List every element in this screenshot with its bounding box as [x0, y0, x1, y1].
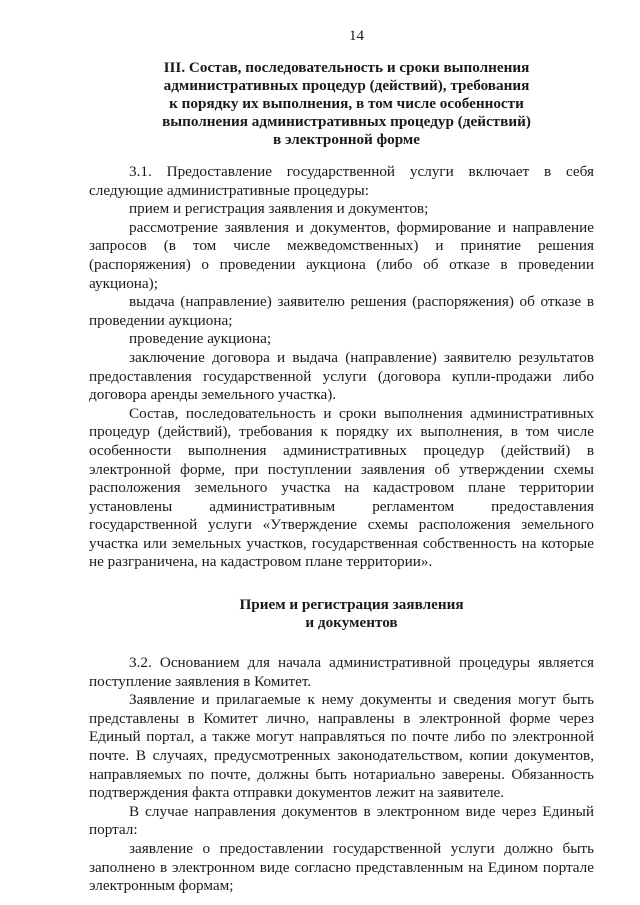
section-heading-line: выполнения административных процедур (действий) [162, 113, 531, 130]
paragraph: Заявление и прилагаемые к нему документы и сведения могут быть представлены в Комитет лично, направлены в электронной форме через Единый портал, а также могут направляться по почте либо по электронной почте. В случаях, предусмотренных законодательством, копии документов, направляемых по почте, должны быть нотариально заверены. Обязанность подтверждения факта отправки документов лежит на заявителе. [89, 691, 594, 802]
section-heading-line: административных процедур (действий), требования [163, 77, 530, 94]
paragraph: 3.2. Основанием для начала административной процедуры является поступление заявления в Комитет. [89, 654, 594, 690]
paragraph: Состав, последовательность и сроки выполнения административных процедур (действий), требования к порядку их выполнения, в том числе особенности выполнения административных процедур (действий) в электронной форме, при поступлении заявления об утверждении схемы расположения земельного участка на кадастровом плане территории установлены административным регламентом предоставления государственной услуги «Утверждение схемы расположения земельного участка или земельных участков, государственная собственность на которые не разграничена, на кадастровом плане территории». [89, 404, 594, 571]
paragraph: В случае направления документов в электронном виде через Единый портал: [89, 802, 594, 839]
sub-heading-line: и документов [305, 614, 398, 632]
section-heading-line: III. Состав, последовательность и сроки выполнения [163, 59, 530, 76]
document-page [89, 28, 594, 896]
paragraph: рассмотрение заявления и документов, формирование и направление запросов (в том числе межведомственных) и принятие решения (распоряжения) о проведении аукциона (либо об отказе в проведении аукциона); [89, 218, 594, 292]
section-body-1 [89, 163, 594, 572]
sub-heading-line: Прием и регистрация заявления [239, 596, 464, 614]
sub-heading [89, 596, 594, 632]
section-body-2 [89, 654, 594, 896]
section-heading [89, 59, 594, 149]
paragraph: проведение аукциона; [129, 330, 272, 348]
paragraph: прием и регистрация заявления и документов; [129, 200, 429, 218]
section-heading-line: в электронной форме [272, 131, 421, 148]
paragraph: 3.1. Предоставление государственной услуги включает в себя следующие административные процедуры: [89, 163, 594, 199]
paragraph: заключение договора и выдача (направление) заявителю результатов предоставления государственной услуги (договора купли-продажи либо договора аренды земельного участка). [89, 348, 594, 404]
section-heading-line: к порядку их выполнения, в том числе особенности [169, 95, 524, 112]
page-number: 14 [349, 28, 364, 44]
paragraph: выдача (направление) заявителю решения (распоряжения) об отказе в проведении аукциона; [89, 293, 594, 329]
paragraph: заявление о предоставлении государственной услуги должно быть заполнено в электронном виде согласно представленным на Едином портале электронным формам; [89, 840, 594, 895]
